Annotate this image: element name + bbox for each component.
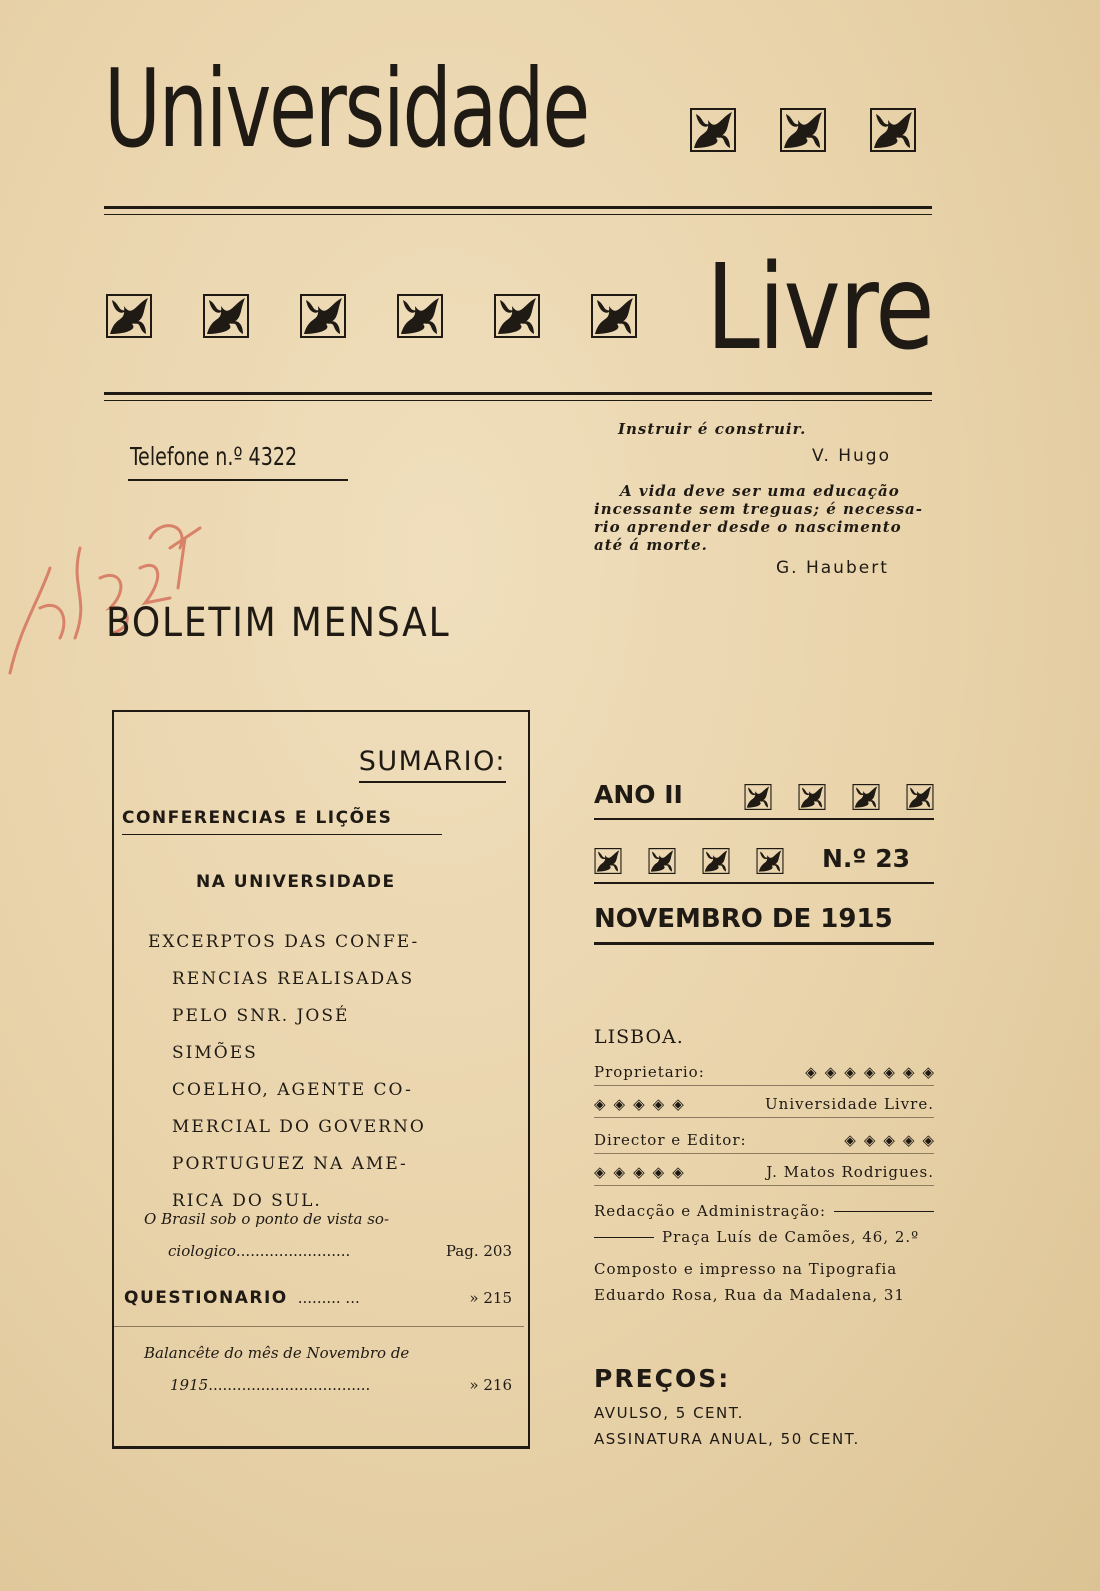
- redaccao-rule: [594, 1237, 654, 1238]
- epigraph-line: A vida deve ser uma educação: [620, 482, 900, 500]
- proprietario-value-row: [594, 1094, 934, 1118]
- epigraph-line: até á morte.: [594, 536, 708, 554]
- sumario-heading: SUMARIO:: [359, 746, 506, 783]
- fleuron-ornament-icon: [106, 294, 152, 338]
- article-balancete-line2: 1915: [170, 1376, 209, 1394]
- fleuron-ornament-icon: [744, 784, 772, 810]
- issue-date: NOVEMBRO DE 1915: [594, 904, 893, 934]
- entry-divider: [114, 1326, 524, 1327]
- diamond-ornament-icon: ◈: [672, 1163, 684, 1181]
- fleuron-ornament-icon: [906, 784, 934, 810]
- diamond-ornament-icon: ◈: [672, 1095, 684, 1113]
- director-value-row: [594, 1162, 934, 1186]
- leader-dots: ......... ...: [297, 1289, 360, 1307]
- printer-line: Eduardo Rosa, Rua da Madalena, 31: [594, 1286, 905, 1304]
- director-row: [594, 1130, 934, 1154]
- masthead-rule-bottom: [104, 392, 932, 395]
- diamond-ornament-icon: ◈: [594, 1095, 606, 1113]
- issue-rule: [594, 818, 934, 820]
- excerpt-line: PORTUGUEZ NA AME-: [172, 1154, 408, 1174]
- director-value: J. Matos Rodrigues.: [766, 1162, 934, 1181]
- diamond-ornament-icon: ◈: [844, 1063, 856, 1081]
- precos-heading: PREÇOS:: [594, 1364, 731, 1393]
- epigraph-hugo-author: V. Hugo: [812, 446, 891, 466]
- fleuron-ornament-icon: [852, 784, 880, 810]
- excerpt-line: COELHO, AGENTE CO-: [172, 1080, 413, 1100]
- diamond-ornament-icon: ◈: [805, 1063, 817, 1081]
- city-lisboa: LISBOA.: [594, 1026, 684, 1048]
- questionario-page: » 215: [469, 1289, 512, 1307]
- fleuron-ornament-icon: [756, 848, 784, 874]
- article-balancete-entry: [170, 1376, 512, 1394]
- article-brasil-line1: O Brasil sob o ponto de vista so-: [144, 1210, 390, 1228]
- telefone-underline: [128, 479, 348, 481]
- diamond-ornament-icon: ◈: [844, 1131, 856, 1149]
- diamond-ornaments: [594, 1162, 684, 1181]
- excerpt-line: EXCERPTOS DAS CONFE-: [148, 932, 420, 952]
- diamond-ornament-icon: ◈: [652, 1163, 665, 1181]
- issue-numero: N.º 23: [822, 844, 911, 873]
- diamond-ornament-icon: ◈: [883, 1063, 895, 1081]
- article-balancete-line1: Balancête do mês de Novembro de: [144, 1344, 410, 1362]
- handwritten-stamp: [0, 508, 210, 678]
- masthead-title-universidade: Universidade: [104, 47, 589, 172]
- fleuron-ornament-icon: [300, 294, 346, 338]
- redaccao-label: Redacção e Administração:: [594, 1202, 827, 1220]
- redaccao-rule: [834, 1211, 934, 1212]
- diamond-ornament-icon: ◈: [883, 1131, 895, 1149]
- diamond-ornament-icon: ◈: [633, 1095, 645, 1113]
- fleuron-ornament-icon: [591, 294, 637, 338]
- article-brasil-page: Pag. 203: [445, 1242, 512, 1260]
- diamond-ornament-icon: ◈: [902, 1131, 915, 1149]
- diamond-ornament-icon: ◈: [633, 1163, 645, 1181]
- fleuron-ornament-icon: [494, 294, 540, 338]
- printer-info: [594, 1256, 934, 1308]
- masthead-title-livre: Livre: [706, 238, 934, 376]
- fleuron-ornament-icon: [780, 108, 826, 152]
- director-label: Director e Editor:: [594, 1130, 747, 1149]
- proprietario-label: Proprietario:: [594, 1062, 705, 1081]
- printer-line: Composto e impresso na Tipografia: [594, 1260, 898, 1278]
- fleuron-ornament-icon: [798, 784, 826, 810]
- proprietario-row: [594, 1062, 934, 1086]
- questionario-heading: QUESTIONARIO: [124, 1288, 288, 1308]
- leader-dots: ........................: [235, 1242, 351, 1260]
- section-conferencias: CONFERENCIAS E LIÇÕES: [122, 808, 442, 835]
- excerpt-line: RICA DO SUL.: [172, 1191, 322, 1211]
- boletim-mensal-heading: BOLETIM MENSAL: [106, 600, 451, 646]
- issue-ano: ANO II: [594, 780, 683, 809]
- telefone-number: Telefone n.º 4322: [130, 442, 298, 471]
- diamond-ornament-icon: ◈: [922, 1063, 934, 1081]
- leader-dots: ..................................: [208, 1376, 371, 1394]
- diamond-ornaments: [836, 1130, 934, 1149]
- handwritten-note: Sep. 2377: [20, 658, 26, 659]
- article-balancete-page: » 216: [469, 1376, 512, 1394]
- diamond-ornament-icon: ◈: [824, 1063, 837, 1081]
- diamond-ornament-icon: ◈: [652, 1095, 665, 1113]
- epigraph-line: incessante sem treguas; é necessa-: [594, 500, 923, 518]
- redaccao-value-row: [594, 1228, 934, 1246]
- excerpt-line: MERCIAL DO GOVERNO: [172, 1117, 426, 1137]
- fleuron-ornament-icon: [648, 848, 676, 874]
- excerpt-block: [148, 924, 438, 1220]
- masthead-rule-bottom-thin: [104, 400, 932, 401]
- diamond-ornament-icon: ◈: [902, 1063, 915, 1081]
- issue-rule: [594, 942, 934, 945]
- diamond-ornament-icon: ◈: [613, 1163, 626, 1181]
- redaccao-row: [594, 1202, 934, 1220]
- masthead-rule-top-thin: [104, 214, 932, 215]
- diamond-ornament-icon: ◈: [863, 1131, 876, 1149]
- diamond-ornament-icon: ◈: [863, 1063, 876, 1081]
- price-avulso: AVULSO, 5 CENT.: [594, 1404, 744, 1422]
- proprietario-value: Universidade Livre.: [765, 1094, 934, 1113]
- epigraph-line: rio aprender desde o nascimento: [594, 518, 902, 536]
- excerpt-line: RENCIAS REALISADAS: [172, 969, 415, 989]
- article-brasil-line2: ciologico: [168, 1242, 236, 1260]
- article-brasil-entry: [168, 1242, 512, 1260]
- section-na-universidade: NA UNIVERSIDADE: [196, 872, 396, 892]
- sumario-box: [112, 710, 530, 1449]
- issue-rule: [594, 882, 934, 884]
- fleuron-ornament-icon: [870, 108, 916, 152]
- fleuron-ornament-icon: [702, 848, 730, 874]
- epigraph-hugo-quote: Instruir é construir.: [618, 420, 807, 438]
- diamond-ornaments: [594, 1094, 684, 1113]
- masthead-rule-top: [104, 206, 932, 209]
- redaccao-value: Praça Luís de Camões, 46, 2.º: [662, 1228, 920, 1246]
- diamond-ornaments: [797, 1062, 934, 1081]
- questionario-entry: [124, 1288, 512, 1308]
- diamond-ornament-icon: ◈: [922, 1131, 934, 1149]
- fleuron-ornament-icon: [690, 108, 736, 152]
- fleuron-ornament-icon: [594, 848, 622, 874]
- excerpt-line: PELO SNR. JOSÉ SIMÕES: [172, 1006, 350, 1063]
- fleuron-ornament-icon: [397, 294, 443, 338]
- diamond-ornament-icon: ◈: [594, 1163, 606, 1181]
- price-assinatura: ASSINATURA ANUAL, 50 CENT.: [594, 1430, 860, 1448]
- epigraph-haubert-author: G. Haubert: [776, 558, 889, 578]
- epigraph-haubert-quote: [594, 482, 934, 554]
- diamond-ornament-icon: ◈: [613, 1095, 626, 1113]
- fleuron-ornament-icon: [203, 294, 249, 338]
